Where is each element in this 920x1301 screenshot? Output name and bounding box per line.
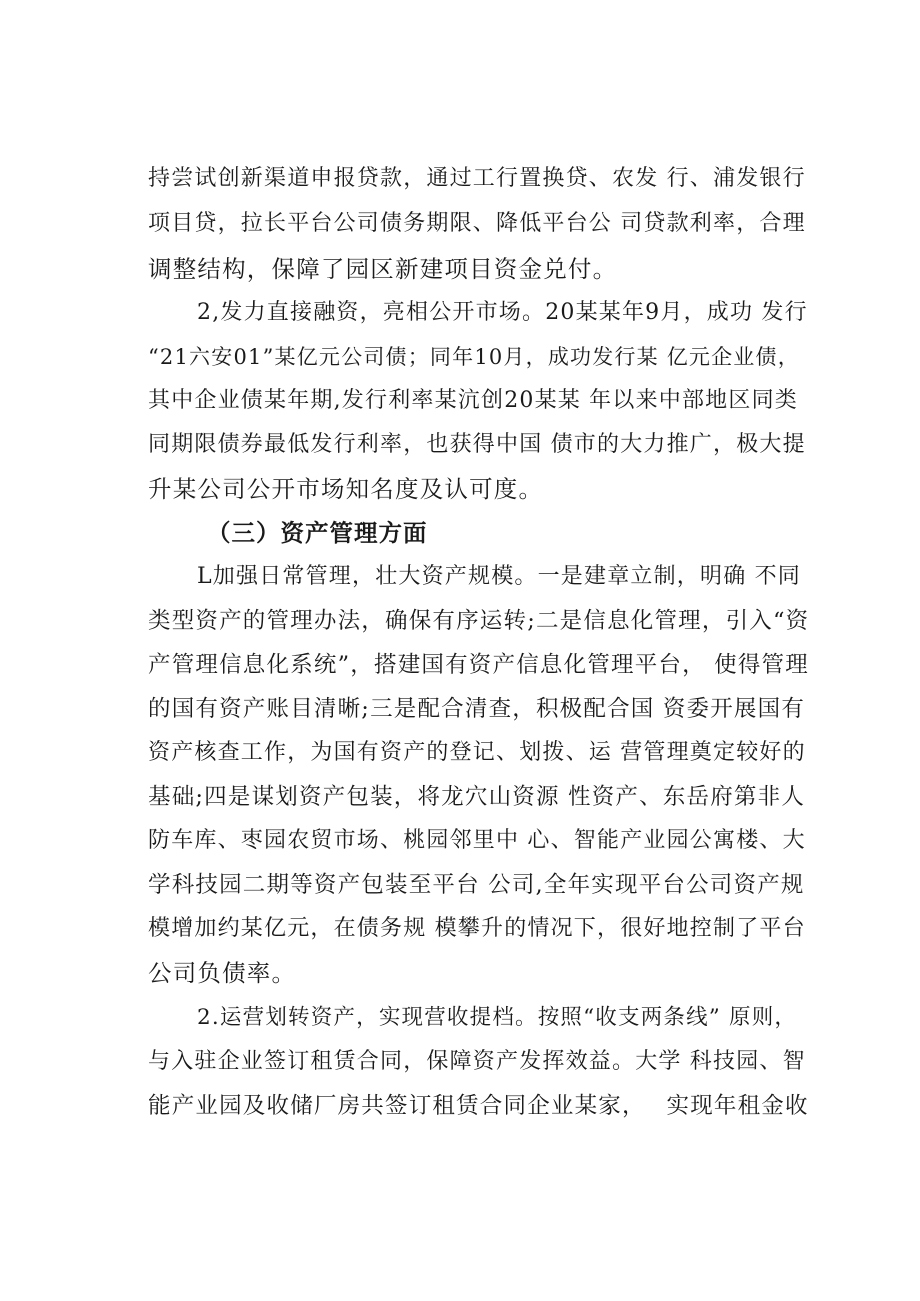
body-text-line: 其中企业债某年期,发行利率某沆创20某某 年以来中部地区同类 (148, 388, 798, 413)
body-text-line: 公司负债率。 (148, 959, 297, 987)
body-text-line: 学科技园二期等资产包装至平台 公司,全年实现平台公司资产规 (148, 872, 805, 898)
body-text-line: 基础;四是谋划资产包装，将龙穴山资源 性资产、东岳府第非人 (148, 784, 806, 810)
body-text-line: “21六安01”某亿元公司债；同年10月，成功发行某 亿元企业债， (148, 345, 800, 369)
body-text-line: 能产业园及收储厂房共签订租赁合同企业某家， 实现年租金收 (148, 1093, 809, 1119)
paragraph-first-line: L加强日常管理，壮大资产规模。一是建章立制，明确 不同 (197, 564, 802, 589)
body-text-line: 产管理信息化系统”，搭建国有资产信息化管理平台， 使得管理 (148, 652, 809, 678)
paragraph-first-line: 2.运营划转资产，实现营收提档。按照“收支两条线” 原则， (197, 1005, 798, 1030)
body-text-line: 同期限债券最低发行利率，也获得中国 债市的大力推广，极大提 (148, 432, 806, 457)
body-text-line: 资产核查工作，为国有资产的登记、划拨、运 营管理奠定较好的 (148, 740, 806, 765)
body-text-line: 的国有资产账目清晰;三是配合清查，积极配合国 资委开展国有 (148, 696, 806, 722)
body-text-line: 持尝试创新渠道申报贷款，通过工行置换贷、农发 行、浦发银行 (148, 166, 806, 191)
body-text-line: 防车库、枣园农贸市场、桃园邻里中 心、智能产业园公寓楼、大 (148, 828, 806, 853)
body-text-line: 调整结构，保障了园区新建项目资金兑付。 (148, 255, 618, 283)
paragraph-first-line: 2,发力直接融资，亮相公开市场。20某某年9月，成功 发行 (197, 300, 808, 325)
body-text-line: 升某公司公开市场知名度及认可度。 (148, 475, 544, 503)
body-text-line: 类型资产的管理办法，确保有序运转;二是信息化管理，引入“资 (148, 608, 810, 634)
body-text-line: 项目贷，拉长平台公司债务期限、降低平台公 司贷款利率，合理 (148, 211, 806, 236)
body-text-line: 模增加约某亿元，在债务规 模攀升的情况下，很好地控制了平台 (148, 916, 806, 941)
section-heading: （三）资产管理方面 (207, 519, 428, 547)
body-text-line: 与入驻企业签订租赁合同，保障资产发挥效益。大学 科技园、智 (148, 1049, 806, 1074)
